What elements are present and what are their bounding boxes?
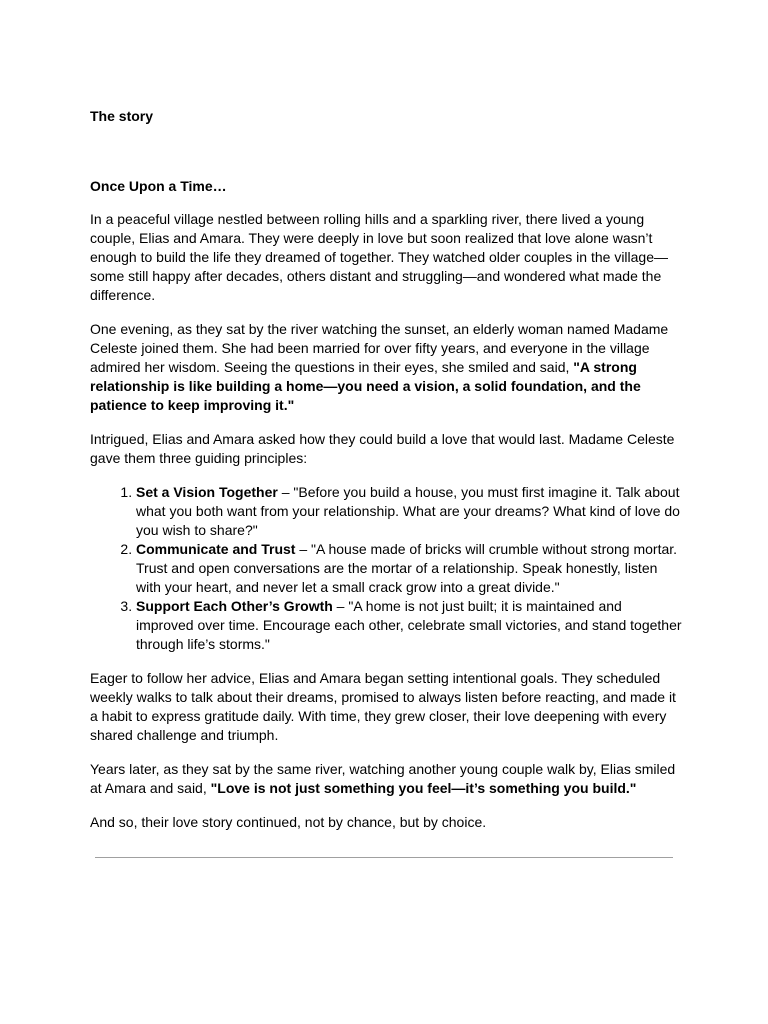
principle-name: Communicate and Trust [136,541,296,557]
section-heading: Once Upon a Time… [90,178,227,194]
principle-name: Support Each Other’s Growth [136,598,333,614]
horizontal-divider [95,857,673,858]
paragraph-madame-celeste [90,320,682,415]
list-item [136,597,682,654]
list-item [136,540,682,597]
principles-list [90,483,682,654]
list-item [136,483,682,540]
paragraph-text: Years later, as they sat by the same river, watching another young couple walk by, Elias smiled at Amara and said, [90,761,676,796]
paragraph-goals: Eager to follow her advice, Elias and Amara began setting intentional goals. They scheduled weekly walks to talk about their dreams, promised to always listen before reacting, and made it a habit to express gratitude daily. With time, they grew closer, their love deepening with every shared challenge and triumph. [90,670,676,743]
paragraph-intro: In a peaceful village nestled between rolling hills and a sparkling river, there lived a young couple, Elias and Amara. They were deeply in love but soon realized that love alone wasn’t enough to build the life they dreamed of together. They watched older couples in the village—some still happy after decades, others distant and struggling—and wondered what made the difference. [90,211,669,303]
page-title: The story [90,108,154,124]
paragraph-years-later [90,760,682,798]
paragraph-ending: And so, their love story continued, not by chance, but by choice. [90,814,487,830]
principle-text: – "A house made of bricks will crumble without strong mortar. Trust and open conversations are the mortar of a relationship. Speak honestly, listen with your heart, and never let a small crack grow into a great divide." [136,541,678,595]
paragraph-text: One evening, as they sat by the river watching the sunset, an elderly woman named Madame Celeste joined them. She had been married for over fifty years, and everyone in the village admired her wisdom. Seeing the questions in their eyes, she smiled and said, [90,321,669,375]
quote-love-build: "Love is not just something you feel—it’s something you build." [210,780,637,796]
principle-text: – "A home is not just built; it is maintained and improved over time. Encourage each other, celebrate small victories, and stand together through life’s storms." [136,598,682,652]
quote-strong-relationship: "A strong relationship is like building a home—you need a vision, a solid foundation, and the patience to keep improving it." [90,359,641,413]
story-body [90,210,682,847]
principle-text: – "Before you build a house, you must first imagine it. Talk about what you both want from your relationship. What are your dreams? What kind of love do you wish to share?" [136,484,680,538]
paragraph-principles-intro: Intrigued, Elias and Amara asked how they could build a love that would last. Madame Celeste gave them three guiding principles: [90,431,675,466]
principle-name: Set a Vision Together [136,484,278,500]
